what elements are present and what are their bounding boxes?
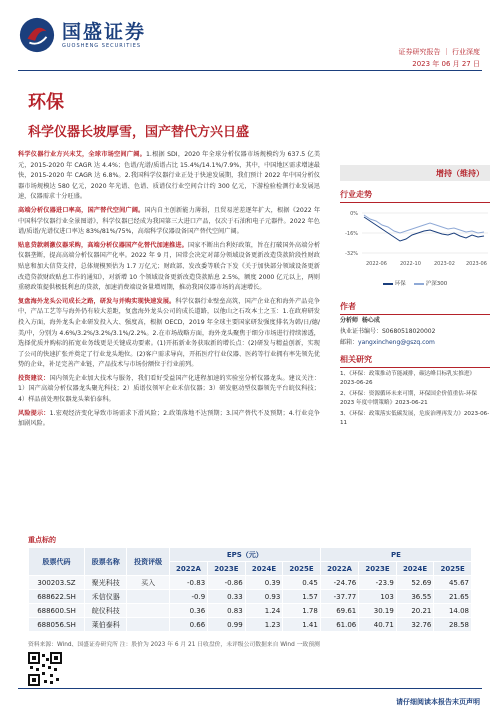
trend-chart <box>340 205 490 275</box>
eps-2022a: -0.9 <box>169 590 207 604</box>
eps-2023e: 0.83 <box>208 604 246 618</box>
table-row <box>29 590 472 604</box>
paragraph-body: 国家不断出台利好政策，旨在打破国外高端分析仪器垄断，提高高端分析仪器国产化率。2022 年 9 月，国常会决定对部分领域设备更新改造贷款阶段性财政贴息和加大信贷支持，总体规模预估为 1.7 万亿元；财政部、发改委等联合下发《关于加快部分领域设备更新改造贷款财政贴息工作的通知》，对新增 10 个领域设备更新改造贷款贴息 2.5%，额度 2000 亿元以上，两则重磅政策提供极低利息的贷款，加速消费端设备量增周期，推动我国仪器市场的高速增长。 <box>18 241 321 292</box>
summary-column <box>18 150 320 433</box>
logo-name-en: GUOSHENG SECURITIES <box>62 42 142 49</box>
col-header-name: 股票名称 <box>85 548 127 576</box>
pe-2024e: 52.69 <box>396 576 434 590</box>
key-stocks-table <box>28 547 472 632</box>
eps-2025e: 1.78 <box>283 604 321 618</box>
footer-disclaimer: 请仔细阅读本报告末页声明 <box>396 698 480 706</box>
pe-2024e: 32.76 <box>396 618 434 632</box>
eps-2022a: 0.66 <box>169 618 207 632</box>
pe-2022a: -24.76 <box>320 576 358 590</box>
pe-2025e: 21.65 <box>434 590 472 604</box>
paragraph-body: 国内自主创新能力薄弱，且贸易逆差逐年扩大，根据《2022 年中国科学仪器行业全景图谱》，科学仪器已经成为我国第三大进口产品，仅次于石油和电子元器件。2022 年色谱/质谱/光谱仪进口率达 83%/81%/75%，高端科学仪器设备国产替代空间广阔。 <box>18 206 321 236</box>
trend-title: 行业走势 <box>340 189 490 203</box>
paragraph-head: 科学仪器行业方兴未艾，全球市场空间广阔。 <box>18 151 146 158</box>
legend-item-env <box>383 279 406 287</box>
legend-label: 沪深300 <box>425 281 448 287</box>
stock-code: 688622.SH <box>29 590 85 604</box>
x-tick-label: 2023-02 <box>434 261 455 267</box>
paragraph-head: 投资建议： <box>18 374 50 382</box>
paragraph-import <box>18 206 320 238</box>
x-tick-label: 2022-06 <box>366 261 387 267</box>
pe-2025e: 45.67 <box>434 576 472 590</box>
eps-2025e: 1.57 <box>283 590 321 604</box>
paragraph-head: 贴息贷款刺激仪器采购，高端分析仪器国产化替代加速推进。 <box>18 241 188 249</box>
certificate-number: 执业证书编号：S0680518020002 <box>340 328 436 335</box>
industry-name: 环保 <box>28 92 64 113</box>
pe-2024e: 20.21 <box>396 604 434 618</box>
sidebar-column <box>340 165 490 428</box>
pe-2022a: 69.61 <box>320 604 358 618</box>
related-report-link[interactable]: 2、《环保：资源循环未来可期，环保国企价值重估-环保 2023 年度中期策略》2023-06-21 <box>340 391 478 406</box>
eps-2023e: 0.99 <box>208 618 246 632</box>
y-tick-label: 0% <box>350 211 358 217</box>
series-hs300-line <box>364 215 484 233</box>
related-report-link[interactable]: 3、《环保：政策落实低碳发展，危废治理再发力》2023-06-11 <box>340 411 490 426</box>
x-tick-label: 2022-10 <box>400 261 421 267</box>
stock-code: 300203.SZ <box>29 576 85 590</box>
paragraph-head: 复盘海外龙头公司成长之路，研发与并购实现快速发展。 <box>18 297 176 305</box>
related-title: 相关研究 <box>340 354 490 368</box>
eps-2024e: 0.39 <box>245 576 283 590</box>
stock-name: 皖仪科技 <box>85 604 127 618</box>
email-line <box>340 337 490 348</box>
author-block <box>340 315 490 348</box>
stock-name: 莱伯泰科 <box>85 618 127 632</box>
x-tick-label: 2023-06 <box>466 261 487 267</box>
paragraph-head: 风险提示： <box>18 409 50 417</box>
legend-label: 环保 <box>394 281 406 287</box>
eps-2022a: -0.83 <box>169 576 207 590</box>
analyst-line <box>340 315 490 326</box>
paragraph-policy <box>18 241 320 294</box>
legend-swatch <box>414 283 424 285</box>
footer-divider <box>18 688 482 689</box>
paragraph-body: 1.宏观经济变化导致市场需求下滑风险；2.政策落地不达预期；3.国产替代不及预期；4.行业竞争加剧风险。 <box>18 409 320 428</box>
paragraph-market <box>18 150 320 203</box>
qr-code-icon <box>28 652 62 686</box>
pe-2025e: 14.08 <box>434 604 472 618</box>
header-divider <box>18 70 482 71</box>
col-header-code: 股票代码 <box>29 548 85 576</box>
y-tick-label: -32% <box>345 251 358 257</box>
pe-2023e: 30.19 <box>359 604 397 618</box>
legend-swatch <box>383 283 393 285</box>
pe-2023e: 103 <box>359 590 397 604</box>
stock-code: 688056.SH <box>29 618 85 632</box>
email-link[interactable]: yangxincheng@gszq.com <box>358 339 435 346</box>
company-logo <box>18 16 146 54</box>
year-header: 2022A <box>169 562 207 576</box>
eps-2024e: 1.23 <box>245 618 283 632</box>
table-note: 资料来源：Wind、国盛证券研究所 注：股价为 2023 年 6 月 21 日收盘价，未评级公司数据来自 Wind 一致预测 <box>28 642 320 648</box>
header-meta <box>399 46 480 70</box>
stock-rating <box>127 590 169 604</box>
rating-badge: 增持（维持） <box>340 165 490 181</box>
table-row <box>29 618 472 632</box>
analyst-name: 杨心成 <box>361 317 380 324</box>
eps-2024e: 1.24 <box>245 604 283 618</box>
year-header: 2024E <box>396 562 434 576</box>
paragraph-head: 高端分析仪器进口率高，国产替代空间广阔。 <box>18 206 145 214</box>
pe-2023e: -23.9 <box>359 576 397 590</box>
report-title: 科学仪器长坡厚雪，国产替代方兴日盛 <box>28 125 250 140</box>
year-header: 2025E <box>434 562 472 576</box>
stock-code: 688600.SH <box>29 604 85 618</box>
legend-item-hs300 <box>414 279 448 287</box>
related-report-link[interactable]: 1、《环保：政策推动节能减排，碳达峰目标乳实推进》2023-06-26 <box>340 371 476 386</box>
logo-mark-icon <box>18 16 56 54</box>
paragraph-body: 科学仪器行业壁垒高筑，国产企业在和海外产品竞争中，产品工艺等与海外仍有较大差距，复盘海外龙头公司的成长道路，以他山之石攻本土之玉：1.在政府研发投入方面，海外龙头企业研发投入大、强度高，根据 OECD，2019 年全球主要国家研发强度排名为韩/日/德/美/中，分别为 4.6%/3.2%/3.2%/3.1%/2.2%。2.在市场战略方面，海外龙头聚焦于细分市场进行持续渗透，选择优质并购标的拓宽业务线更是关键成功要素。(1)开拓新业务获取新的增长点：(2)研发与精益创新，实现了公司的快速扩张并奠定了行业龙头地位。(2)客户需求导向，开拓医疗行业仪器、医药等行业拥有率先领先优势的企业，补足完善产业链，产品技术与市场份额位于行业前列。 <box>18 297 321 369</box>
stock-rating: 买入 <box>127 576 169 590</box>
table-header-row <box>29 548 472 562</box>
col-header-rating: 投资评级 <box>127 548 169 576</box>
paragraph-body: 1.根据 SDI，2020 年全球分析仪器市场规模约为 637.5 亿美元，2015-2020 年 CAGR 达 4.4%；色谱/光谱/质谱占比 15.4%/14.1%/7.9%，其中，中国地区需求增速最快，2015-2020 年 CAGR 达 6.8%。2.我国科学仪器行业正处于快速发展期，我们预计 2022 年中国分析仪器市场规模达 580 亿元，2020 年光谱、色谱、质谱仪行业空间合计约 300 亿元，下游检验检测行业发展迅速，仪器需求十分旺盛。 <box>18 151 321 201</box>
series-env-line <box>364 217 484 241</box>
table-title: 重点标的 <box>28 536 56 544</box>
logo-name-cn: 国盛证券 <box>62 20 147 43</box>
table-row <box>29 604 472 618</box>
table-row <box>29 576 472 590</box>
email-label: 邮箱： <box>340 339 359 346</box>
paragraph-risk <box>18 409 320 430</box>
pe-2023e: 40.71 <box>359 618 397 632</box>
report-type: 证券研究报告 ｜ 行业深度 <box>398 48 480 56</box>
paragraph-overseas <box>18 297 320 371</box>
y-tick-label: -16% <box>345 231 358 237</box>
year-header: 2023E <box>359 562 397 576</box>
pe-2024e: 36.55 <box>396 590 434 604</box>
year-header: 2023E <box>208 562 246 576</box>
trend-legend <box>340 279 490 287</box>
stock-rating <box>127 604 169 618</box>
year-header: 2025E <box>283 562 321 576</box>
eps-2025e: 1.41 <box>283 618 321 632</box>
col-header-eps: EPS（元） <box>169 548 320 562</box>
authors-title: 作者 <box>340 301 490 315</box>
stock-name: 聚光科技 <box>85 576 127 590</box>
year-header: 2022A <box>320 562 358 576</box>
pe-2022a: 61.06 <box>320 618 358 632</box>
eps-2023e: 0.33 <box>208 590 246 604</box>
year-header: 2024E <box>245 562 283 576</box>
pe-2022a: -37.77 <box>320 590 358 604</box>
pe-2025e: 28.58 <box>434 618 472 632</box>
stock-rating <box>127 618 169 632</box>
paragraph-investment <box>18 374 320 406</box>
eps-2025e: 0.45 <box>283 576 321 590</box>
eps-2022a: 0.36 <box>169 604 207 618</box>
eps-2024e: 0.93 <box>245 590 283 604</box>
report-date: 2023 年 06 月 27 日 <box>412 60 480 68</box>
paragraph-body: 国内领先企业加大技术与服务，我们看好受益国产化进程加速的实验室分析仪器龙头。建议关注：1）国产高端分析仪器龙头聚光科技；2）质谱仪领军企业禾信仪器；3）研发驱动型仪器领先平台皖仪科技；4）样品前处理仪器龙头莱伯泰科。 <box>18 374 321 404</box>
eps-2023e: -0.86 <box>208 576 246 590</box>
stock-name: 禾信仪器 <box>85 590 127 604</box>
analyst-label: 分析师 <box>340 317 359 324</box>
col-header-pe: PE <box>320 548 471 562</box>
